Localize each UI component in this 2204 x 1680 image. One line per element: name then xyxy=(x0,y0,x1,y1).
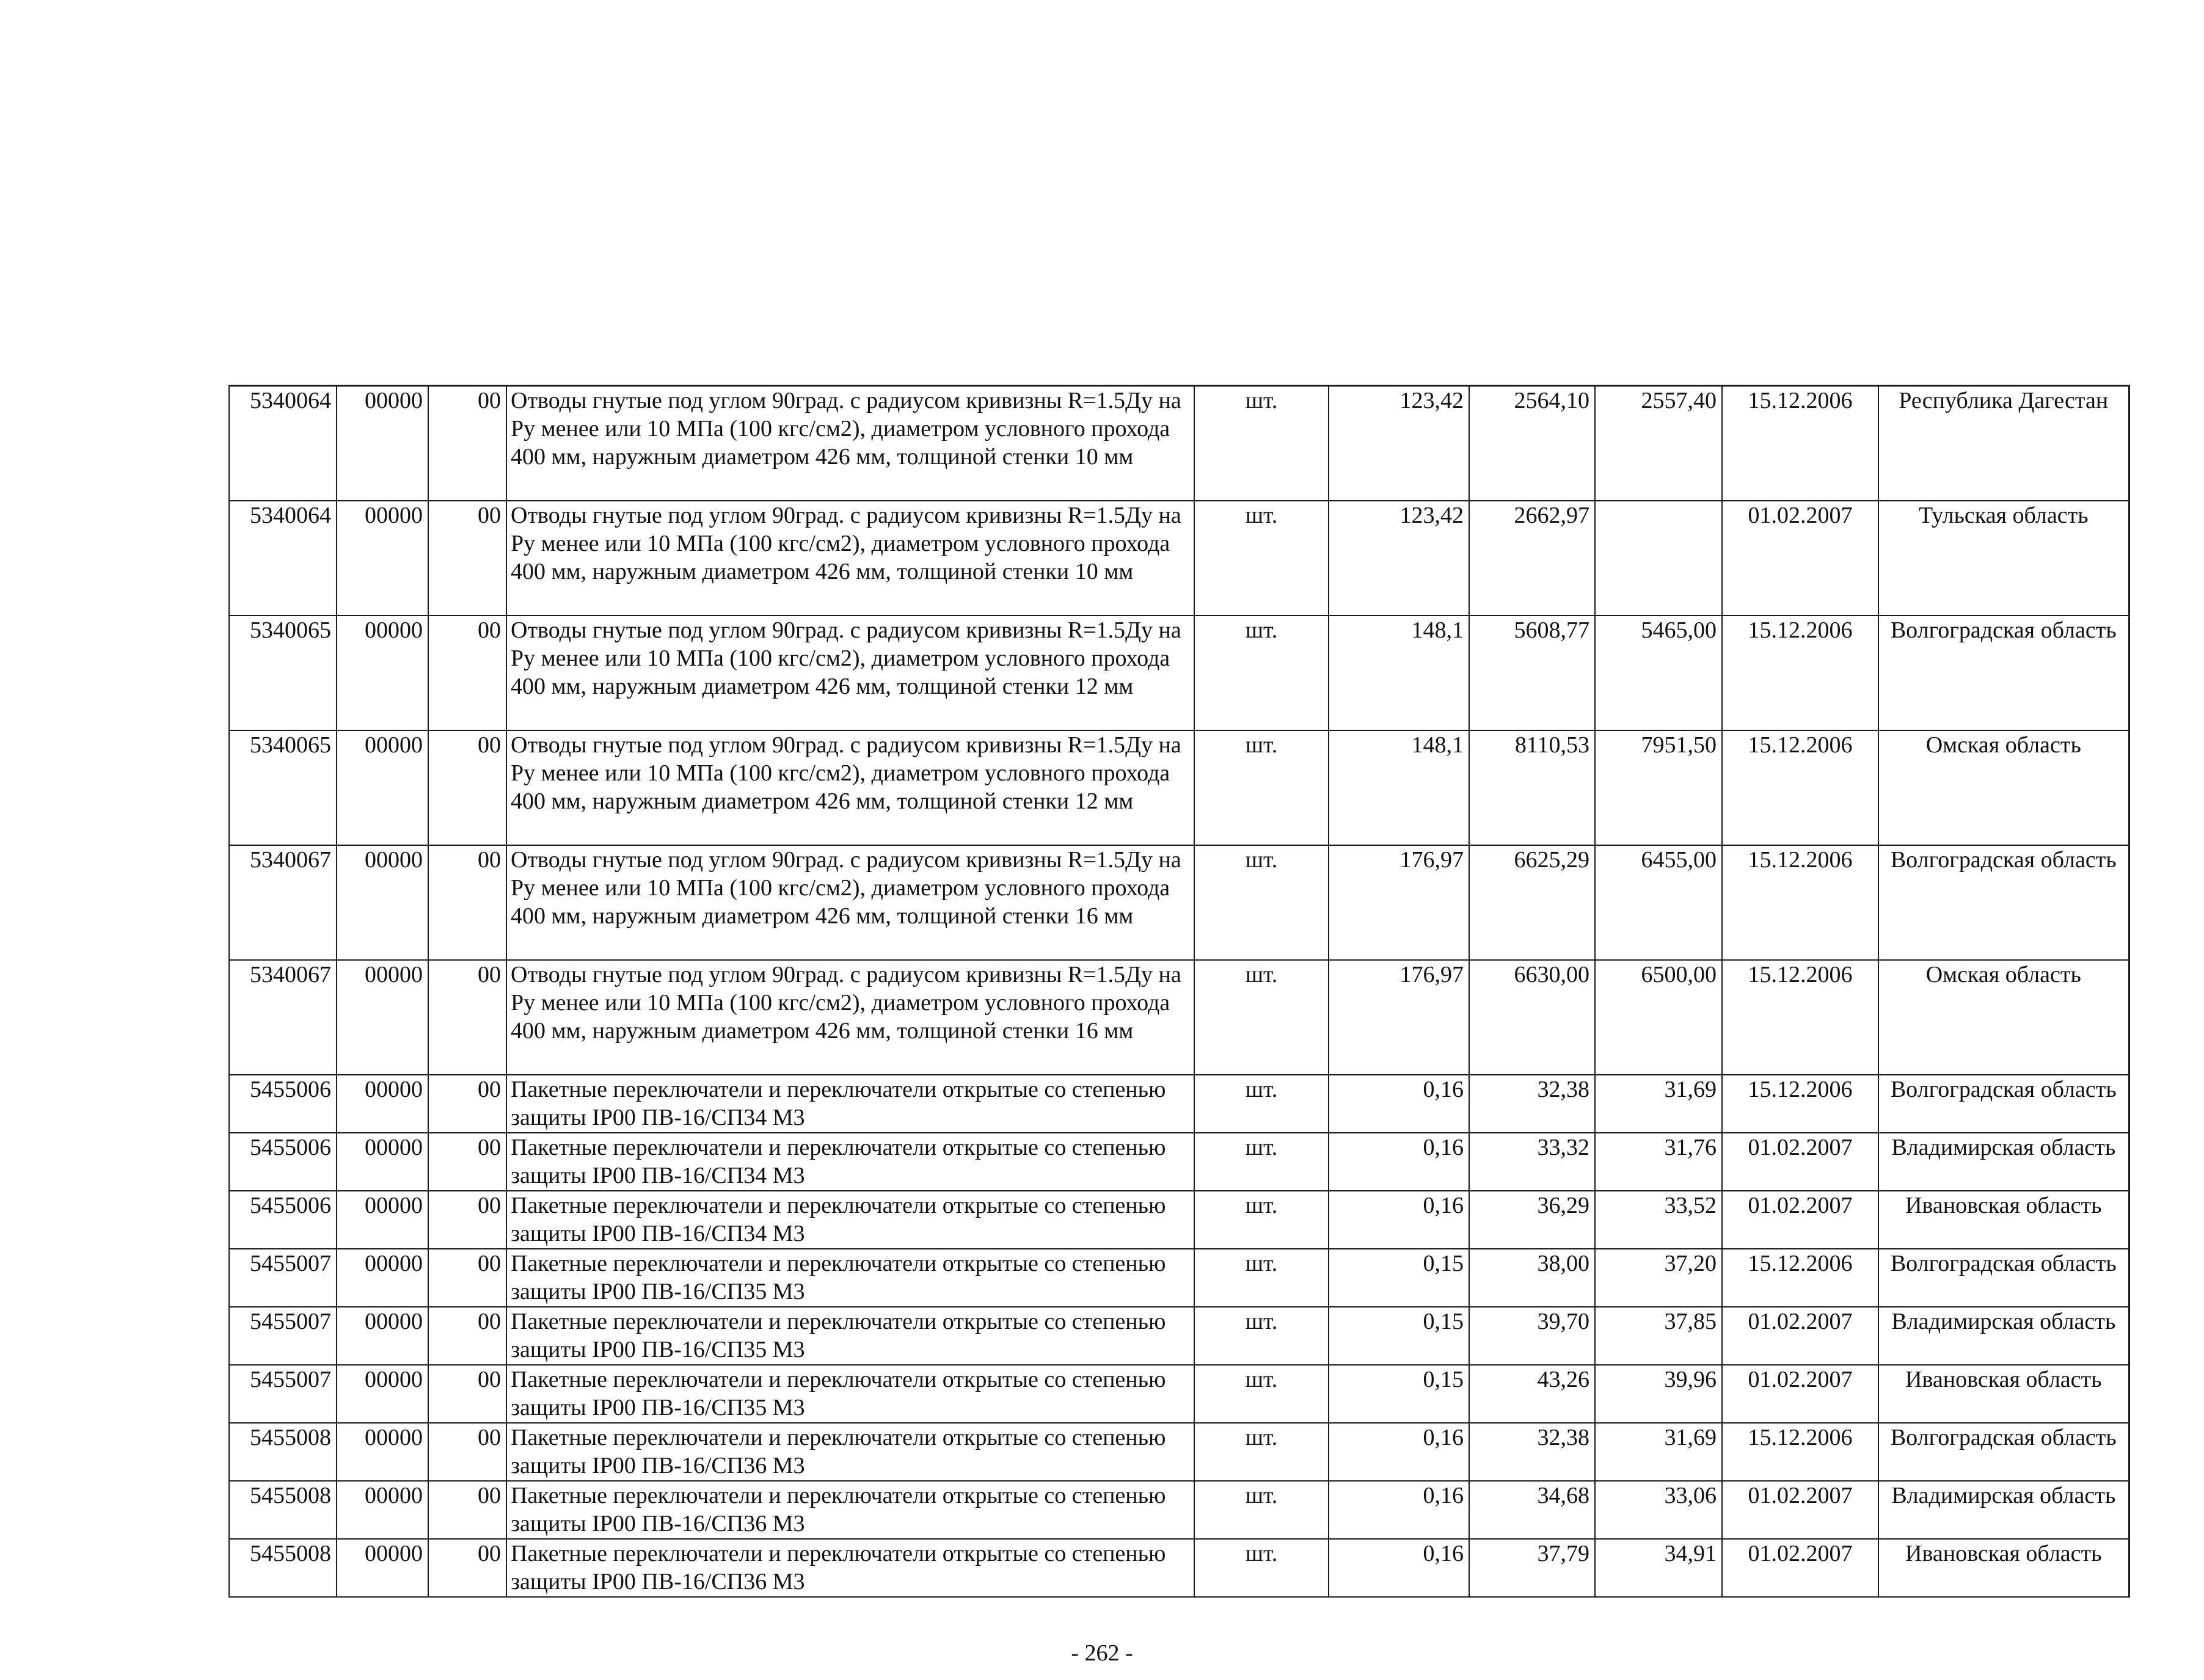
subcode-cell: 00000 xyxy=(337,960,428,1075)
price-alt-cell: 6500,00 xyxy=(1595,960,1722,1075)
unit-cell: шт. xyxy=(1194,1075,1329,1133)
price-alt-cell: 31,69 xyxy=(1595,1423,1722,1481)
price-cell: 39,70 xyxy=(1469,1307,1595,1365)
price-cell: 36,29 xyxy=(1469,1191,1595,1249)
subcode-cell: 00000 xyxy=(337,1481,428,1539)
description-cell: Пакетные переключатели и переключатели открытые со степенью защиты IP00 ПВ-16/СП35 М3 xyxy=(506,1365,1194,1423)
price-alt-cell: 33,52 xyxy=(1595,1191,1722,1249)
table-row xyxy=(229,616,2129,730)
description-cell: Отводы гнутые под углом 90град. с радиусом кривизны R=1.5Ду на Ру менее или 10 МПа (100 кгс/см2), диаметром условного прохода 400 мм, наружным диаметром 426 мм, толщиной стенки 10 мм xyxy=(506,386,1194,501)
version-cell: 00 xyxy=(428,616,506,730)
date-cell: 15.12.2006 xyxy=(1722,845,1878,960)
price-alt-cell: 31,69 xyxy=(1595,1075,1722,1133)
price-cell: 38,00 xyxy=(1469,1249,1595,1307)
price-cell: 34,68 xyxy=(1469,1481,1595,1539)
region-cell: Волгоградская область xyxy=(1878,1423,2129,1481)
version-cell: 00 xyxy=(428,501,506,616)
unit-cell: шт. xyxy=(1194,1423,1329,1481)
description-cell: Пакетные переключатели и переключатели открытые со степенью защиты IP00 ПВ-16/СП34 М3 xyxy=(506,1133,1194,1191)
code-cell: 5340064 xyxy=(229,501,337,616)
price-cell: 37,79 xyxy=(1469,1539,1595,1597)
code-cell: 5455007 xyxy=(229,1249,337,1307)
weight-cell: 176,97 xyxy=(1329,960,1469,1075)
region-cell: Тульская область xyxy=(1878,501,2129,616)
weight-cell: 0,16 xyxy=(1329,1075,1469,1133)
description-cell: Пакетные переключатели и переключатели открытые со степенью защиты IP00 ПВ-16/СП35 М3 xyxy=(506,1249,1194,1307)
weight-cell: 0,16 xyxy=(1329,1133,1469,1191)
code-cell: 5455007 xyxy=(229,1365,337,1423)
weight-cell: 123,42 xyxy=(1329,386,1469,501)
date-cell: 15.12.2006 xyxy=(1722,1249,1878,1307)
description-cell: Пакетные переключатели и переключатели открытые со степенью защиты IP00 ПВ-16/СП34 М3 xyxy=(506,1191,1194,1249)
weight-cell: 148,1 xyxy=(1329,616,1469,730)
table-row xyxy=(229,1307,2129,1365)
subcode-cell: 00000 xyxy=(337,730,428,845)
code-cell: 5340065 xyxy=(229,616,337,730)
subcode-cell: 00000 xyxy=(337,1539,428,1597)
date-cell: 01.02.2007 xyxy=(1722,501,1878,616)
weight-cell: 0,16 xyxy=(1329,1481,1469,1539)
subcode-cell: 00000 xyxy=(337,845,428,960)
weight-cell: 0,16 xyxy=(1329,1191,1469,1249)
subcode-cell: 00000 xyxy=(337,1423,428,1481)
region-cell: Волгоградская область xyxy=(1878,616,2129,730)
code-cell: 5340067 xyxy=(229,845,337,960)
table-row xyxy=(229,1423,2129,1481)
price-alt-cell: 31,76 xyxy=(1595,1133,1722,1191)
table-row xyxy=(229,1365,2129,1423)
subcode-cell: 00000 xyxy=(337,1133,428,1191)
description-cell: Отводы гнутые под углом 90град. с радиусом кривизны R=1.5Ду на Ру менее или 10 МПа (100 кгс/см2), диаметром условного прохода 400 мм, наружным диаметром 426 мм, толщиной стенки 10 мм xyxy=(506,501,1194,616)
unit-cell: шт. xyxy=(1194,1307,1329,1365)
price-cell: 43,26 xyxy=(1469,1365,1595,1423)
unit-cell: шт. xyxy=(1194,1539,1329,1597)
code-cell: 5455008 xyxy=(229,1423,337,1481)
table-row xyxy=(229,730,2129,845)
region-cell: Ивановская область xyxy=(1878,1191,2129,1249)
weight-cell: 0,15 xyxy=(1329,1365,1469,1423)
version-cell: 00 xyxy=(428,1075,506,1133)
region-cell: Ивановская область xyxy=(1878,1539,2129,1597)
date-cell: 01.02.2007 xyxy=(1722,1539,1878,1597)
description-cell: Пакетные переключатели и переключатели открытые со степенью защиты IP00 ПВ-16/СП36 М3 xyxy=(506,1481,1194,1539)
date-cell: 15.12.2006 xyxy=(1722,1075,1878,1133)
subcode-cell: 00000 xyxy=(337,1191,428,1249)
description-cell: Отводы гнутые под углом 90град. с радиусом кривизны R=1.5Ду на Ру менее или 10 МПа (100 кгс/см2), диаметром условного прохода 400 мм, наружным диаметром 426 мм, толщиной стенки 16 мм xyxy=(506,845,1194,960)
weight-cell: 0,15 xyxy=(1329,1307,1469,1365)
code-cell: 5455006 xyxy=(229,1133,337,1191)
price-alt-cell: 5465,00 xyxy=(1595,616,1722,730)
version-cell: 00 xyxy=(428,845,506,960)
weight-cell: 0,15 xyxy=(1329,1249,1469,1307)
description-cell: Отводы гнутые под углом 90град. с радиусом кривизны R=1.5Ду на Ру менее или 10 МПа (100 кгс/см2), диаметром условного прохода 400 мм, наружным диаметром 426 мм, толщиной стенки 16 мм xyxy=(506,960,1194,1075)
price-cell: 2564,10 xyxy=(1469,386,1595,501)
region-cell: Владимирская область xyxy=(1878,1133,2129,1191)
version-cell: 00 xyxy=(428,1481,506,1539)
weight-cell: 176,97 xyxy=(1329,845,1469,960)
price-cell: 2662,97 xyxy=(1469,501,1595,616)
code-cell: 5340065 xyxy=(229,730,337,845)
version-cell: 00 xyxy=(428,960,506,1075)
version-cell: 00 xyxy=(428,1133,506,1191)
region-cell: Владимирская область xyxy=(1878,1481,2129,1539)
date-cell: 15.12.2006 xyxy=(1722,730,1878,845)
table-row xyxy=(229,1539,2129,1597)
description-cell: Отводы гнутые под углом 90град. с радиусом кривизны R=1.5Ду на Ру менее или 10 МПа (100 кгс/см2), диаметром условного прохода 400 мм, наружным диаметром 426 мм, толщиной стенки 12 мм xyxy=(506,616,1194,730)
code-cell: 5455008 xyxy=(229,1539,337,1597)
date-cell: 01.02.2007 xyxy=(1722,1481,1878,1539)
version-cell: 00 xyxy=(428,1365,506,1423)
date-cell: 01.02.2007 xyxy=(1722,1133,1878,1191)
unit-cell: шт. xyxy=(1194,386,1329,501)
date-cell: 15.12.2006 xyxy=(1722,960,1878,1075)
date-cell: 01.02.2007 xyxy=(1722,1307,1878,1365)
region-cell: Волгоградская область xyxy=(1878,1249,2129,1307)
price-cell: 8110,53 xyxy=(1469,730,1595,845)
price-alt-cell xyxy=(1595,501,1722,616)
subcode-cell: 00000 xyxy=(337,1075,428,1133)
subcode-cell: 00000 xyxy=(337,1365,428,1423)
description-cell: Пакетные переключатели и переключатели открытые со степенью защиты IP00 ПВ-16/СП34 М3 xyxy=(506,1075,1194,1133)
price-cell: 6625,29 xyxy=(1469,845,1595,960)
unit-cell: шт. xyxy=(1194,730,1329,845)
table-row xyxy=(229,1249,2129,1307)
region-cell: Республика Дагестан xyxy=(1878,386,2129,501)
region-cell: Волгоградская область xyxy=(1878,1075,2129,1133)
code-cell: 5455006 xyxy=(229,1075,337,1133)
unit-cell: шт. xyxy=(1194,1133,1329,1191)
date-cell: 15.12.2006 xyxy=(1722,616,1878,730)
unit-cell: шт. xyxy=(1194,1481,1329,1539)
version-cell: 00 xyxy=(428,1249,506,1307)
code-cell: 5455006 xyxy=(229,1191,337,1249)
price-alt-cell: 2557,40 xyxy=(1595,386,1722,501)
subcode-cell: 00000 xyxy=(337,501,428,616)
version-cell: 00 xyxy=(428,1423,506,1481)
price-table xyxy=(228,385,2130,1598)
code-cell: 5455008 xyxy=(229,1481,337,1539)
subcode-cell: 00000 xyxy=(337,1249,428,1307)
weight-cell: 148,1 xyxy=(1329,730,1469,845)
price-alt-cell: 39,96 xyxy=(1595,1365,1722,1423)
table-row xyxy=(229,845,2129,960)
code-cell: 5340064 xyxy=(229,386,337,501)
price-cell: 32,38 xyxy=(1469,1075,1595,1133)
region-cell: Омская область xyxy=(1878,730,2129,845)
table-row xyxy=(229,1191,2129,1249)
description-cell: Пакетные переключатели и переключатели открытые со степенью защиты IP00 ПВ-16/СП36 М3 xyxy=(506,1539,1194,1597)
code-cell: 5455007 xyxy=(229,1307,337,1365)
price-cell: 32,38 xyxy=(1469,1423,1595,1481)
table-row xyxy=(229,1075,2129,1133)
region-cell: Владимирская область xyxy=(1878,1307,2129,1365)
description-cell: Пакетные переключатели и переключатели открытые со степенью защиты IP00 ПВ-16/СП36 М3 xyxy=(506,1423,1194,1481)
price-alt-cell: 37,85 xyxy=(1595,1307,1722,1365)
version-cell: 00 xyxy=(428,386,506,501)
table-row xyxy=(229,386,2129,501)
price-cell: 5608,77 xyxy=(1469,616,1595,730)
unit-cell: шт. xyxy=(1194,845,1329,960)
subcode-cell: 00000 xyxy=(337,386,428,501)
price-alt-cell: 34,91 xyxy=(1595,1539,1722,1597)
unit-cell: шт. xyxy=(1194,960,1329,1075)
subcode-cell: 00000 xyxy=(337,616,428,730)
code-cell: 5340067 xyxy=(229,960,337,1075)
weight-cell: 123,42 xyxy=(1329,501,1469,616)
subcode-cell: 00000 xyxy=(337,1307,428,1365)
description-cell: Пакетные переключатели и переключатели открытые со степенью защиты IP00 ПВ-16/СП35 М3 xyxy=(506,1307,1194,1365)
version-cell: 00 xyxy=(428,1539,506,1597)
version-cell: 00 xyxy=(428,1307,506,1365)
unit-cell: шт. xyxy=(1194,501,1329,616)
price-alt-cell: 33,06 xyxy=(1595,1481,1722,1539)
region-cell: Ивановская область xyxy=(1878,1365,2129,1423)
price-alt-cell: 7951,50 xyxy=(1595,730,1722,845)
unit-cell: шт. xyxy=(1194,616,1329,730)
weight-cell: 0,16 xyxy=(1329,1539,1469,1597)
price-cell: 33,32 xyxy=(1469,1133,1595,1191)
table-row xyxy=(229,501,2129,616)
table-row xyxy=(229,960,2129,1075)
table-row xyxy=(229,1133,2129,1191)
version-cell: 00 xyxy=(428,1191,506,1249)
price-cell: 6630,00 xyxy=(1469,960,1595,1075)
unit-cell: шт. xyxy=(1194,1365,1329,1423)
date-cell: 15.12.2006 xyxy=(1722,1423,1878,1481)
price-alt-cell: 37,20 xyxy=(1595,1249,1722,1307)
description-cell: Отводы гнутые под углом 90град. с радиусом кривизны R=1.5Ду на Ру менее или 10 МПа (100 кгс/см2), диаметром условного прохода 400 мм, наружным диаметром 426 мм, толщиной стенки 12 мм xyxy=(506,730,1194,845)
unit-cell: шт. xyxy=(1194,1249,1329,1307)
region-cell: Волгоградская область xyxy=(1878,845,2129,960)
date-cell: 15.12.2006 xyxy=(1722,386,1878,501)
version-cell: 00 xyxy=(428,730,506,845)
date-cell: 01.02.2007 xyxy=(1722,1191,1878,1249)
weight-cell: 0,16 xyxy=(1329,1423,1469,1481)
price-alt-cell: 6455,00 xyxy=(1595,845,1722,960)
unit-cell: шт. xyxy=(1194,1191,1329,1249)
date-cell: 01.02.2007 xyxy=(1722,1365,1878,1423)
region-cell: Омская область xyxy=(1878,960,2129,1075)
page-number: - 262 - xyxy=(1071,1640,1133,1666)
table-row xyxy=(229,1481,2129,1539)
